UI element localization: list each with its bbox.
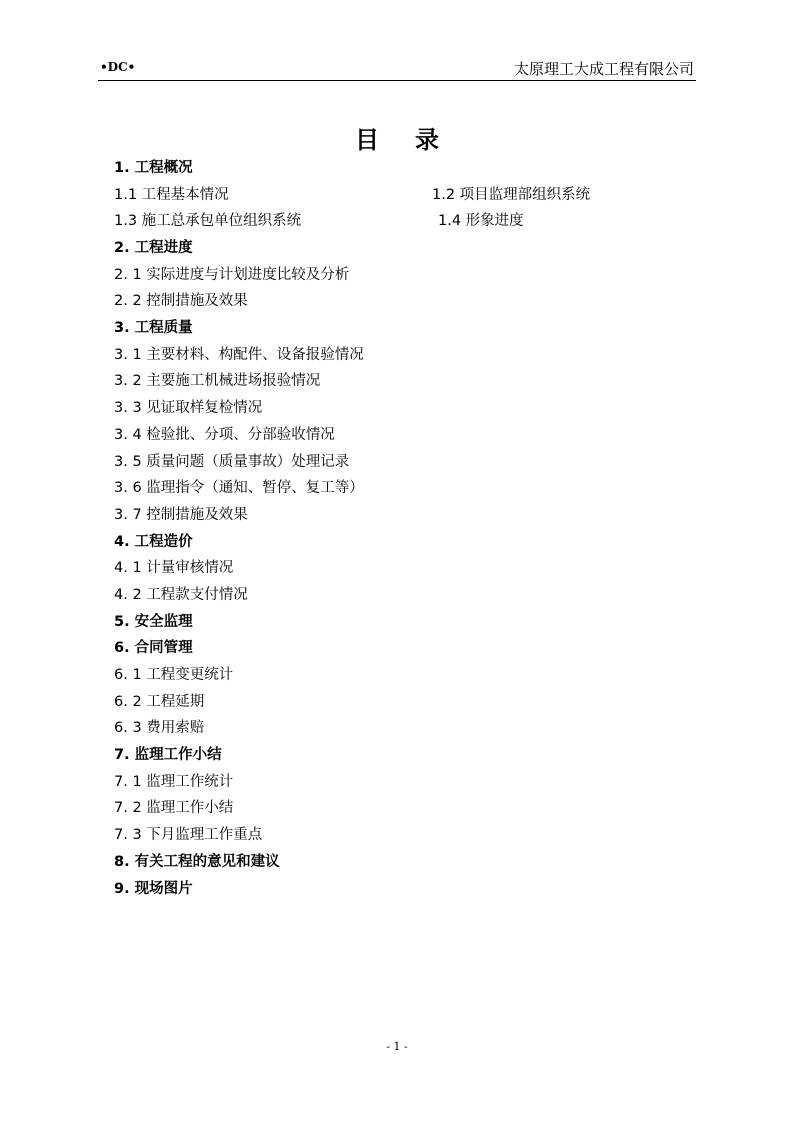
toc-entry: 2. 2 控制措施及效果 bbox=[114, 293, 248, 309]
toc-section-heading: 2. 工程进度 bbox=[114, 240, 193, 256]
toc-entry: 2. 1 实际进度与计划进度比较及分析 bbox=[114, 267, 350, 283]
toc-entry: 3. 7 控制措施及效果 bbox=[114, 507, 248, 523]
toc-section-heading: 6. 合同管理 bbox=[114, 640, 193, 656]
toc-section-heading: 1. 工程概况 bbox=[114, 160, 193, 176]
toc-entry: 3. 2 主要施工机械进场报验情况 bbox=[114, 373, 321, 389]
toc-section-heading: 4. 工程造价 bbox=[114, 534, 193, 550]
toc-entry: 1.1 工程基本情况 bbox=[114, 187, 229, 203]
toc-entry: 1.2 项目监理部组织系统 bbox=[432, 187, 591, 203]
toc-entry: 6. 2 工程延期 bbox=[114, 694, 205, 710]
toc-section-heading: 8. 有关工程的意见和建议 bbox=[114, 854, 280, 870]
toc-section-heading: 5. 安全监理 bbox=[114, 614, 193, 630]
toc-entry: 3. 4 检验批、分项、分部验收情况 bbox=[114, 427, 335, 443]
toc-section-heading: 9. 现场图片 bbox=[114, 881, 193, 897]
toc-entry: 4. 1 计量审核情况 bbox=[114, 560, 234, 576]
toc-entry: 4. 2 工程款支付情况 bbox=[114, 587, 248, 603]
toc-entry: 3. 1 主要材料、构配件、设备报验情况 bbox=[114, 347, 364, 363]
toc-section-heading: 7. 监理工作小结 bbox=[114, 747, 222, 763]
header-mark: •DC• bbox=[100, 60, 136, 74]
page-title: 目录 bbox=[355, 125, 475, 154]
page-header bbox=[98, 58, 696, 81]
toc-entry: 3. 3 见证取样复检情况 bbox=[114, 400, 263, 416]
toc-entry: 3. 5 质量问题（质量事故）处理记录 bbox=[114, 454, 350, 470]
toc-entry: 3. 6 监理指令（通知、暂停、复工等） bbox=[114, 480, 364, 496]
toc-entry: 1.3 施工总承包单位组织系统 bbox=[114, 213, 302, 229]
toc-entry: 7. 1 监理工作统计 bbox=[114, 774, 234, 790]
toc-section-heading: 3. 工程质量 bbox=[114, 320, 193, 336]
company-name: 太原理工大成工程有限公司 bbox=[513, 60, 694, 78]
page-number: - 1 - bbox=[386, 1040, 408, 1053]
toc-entry: 7. 3 下月监理工作重点 bbox=[114, 827, 263, 843]
toc-entry: 6. 3 费用索赔 bbox=[114, 720, 205, 736]
toc-entry: 1.4 形象进度 bbox=[438, 213, 524, 229]
toc-entry: 6. 1 工程变更统计 bbox=[114, 667, 234, 683]
toc-entry: 7. 2 监理工作小结 bbox=[114, 800, 234, 816]
